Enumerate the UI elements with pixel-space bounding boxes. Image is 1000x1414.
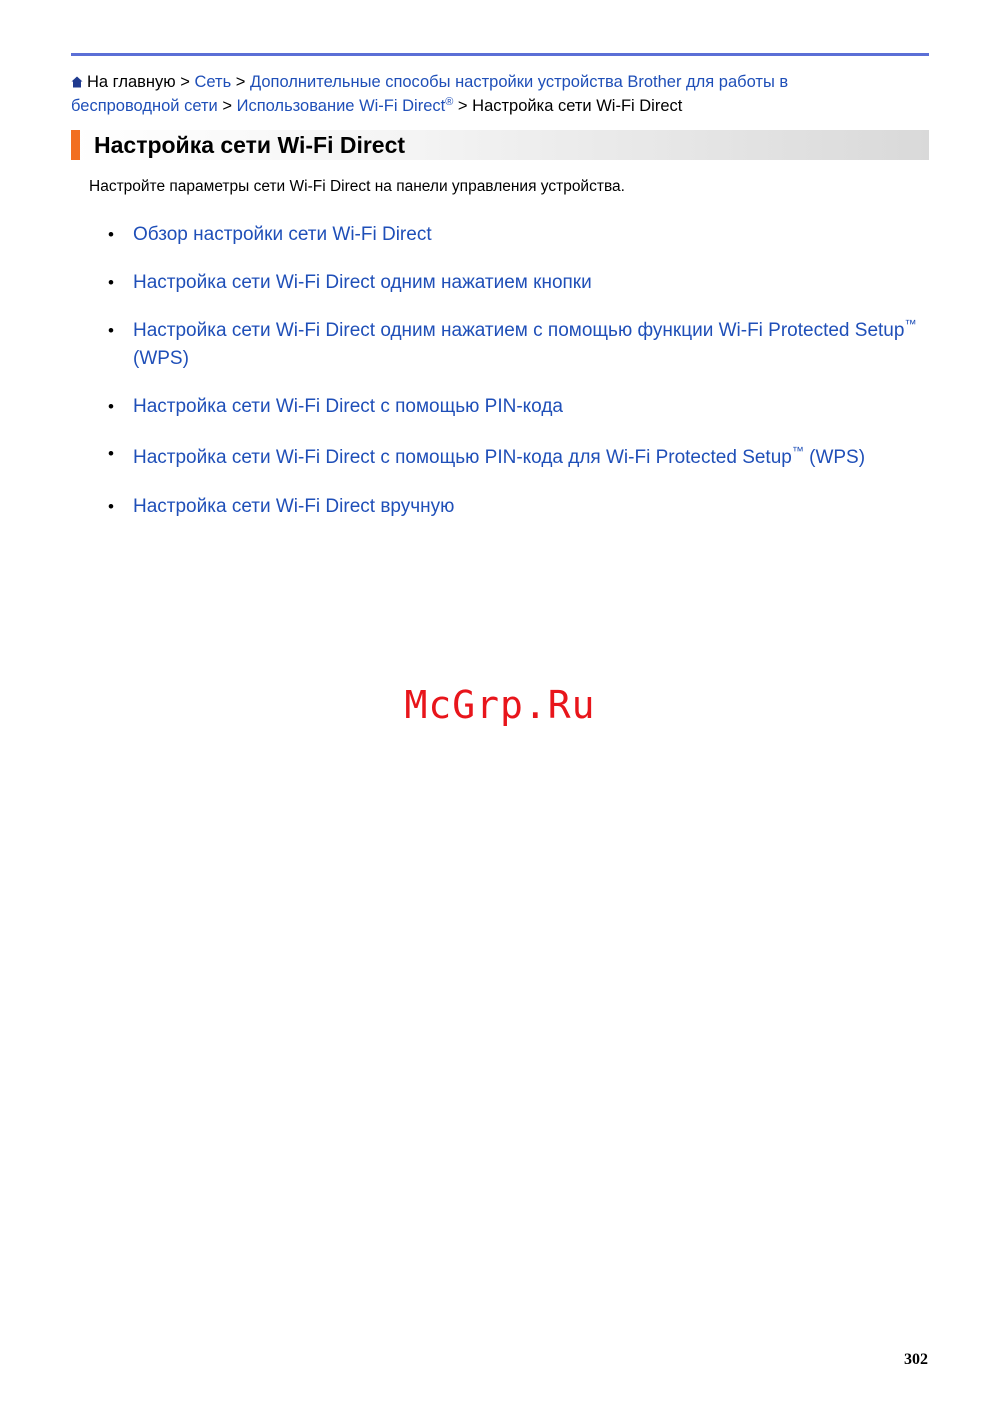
- title-accent-bar: [71, 130, 80, 160]
- bullet: •: [108, 397, 114, 416]
- link-one-push-wps-label: Настройка сети Wi-Fi Direct одним нажатием с помощью функции Wi-Fi Protected Setup: [133, 320, 905, 341]
- bullet: •: [108, 225, 114, 244]
- breadcrumb-home: На главную: [87, 73, 176, 91]
- breadcrumb-separator: >: [222, 97, 232, 115]
- breadcrumb: [71, 70, 871, 118]
- trademark-mark: ™: [791, 444, 804, 458]
- link-pin-wps[interactable]: [133, 444, 923, 472]
- breadcrumb-separator: >: [235, 73, 246, 91]
- breadcrumb-separator: >: [180, 73, 190, 91]
- link-pin[interactable]: Настройка сети Wi-Fi Direct с помощью PIN-кода: [133, 396, 563, 417]
- breadcrumb-separator: >: [457, 97, 468, 115]
- link-one-push-wps-suffix: (WPS): [133, 348, 189, 369]
- trademark-mark: ™: [904, 317, 917, 331]
- page-title-bar: [71, 130, 929, 160]
- top-rule: [71, 53, 929, 56]
- breadcrumb-link-wifi-direct-label: Использование Wi-Fi Direct: [236, 97, 446, 115]
- breadcrumb-link-advanced-wireless[interactable]: Дополнительные способы настройки устройства Brother для работы в беспроводной сети: [71, 73, 789, 115]
- bullet: •: [108, 273, 114, 292]
- intro-text: Настройте параметры сети Wi-Fi Direct на панели управления устройства.: [89, 178, 625, 195]
- breadcrumb-link-network[interactable]: Сеть: [194, 73, 232, 91]
- page-number: 302: [904, 1351, 928, 1368]
- link-one-push-wps[interactable]: [133, 317, 923, 373]
- bullet: •: [108, 321, 114, 340]
- link-one-push[interactable]: Настройка сети Wi-Fi Direct одним нажатием кнопки: [133, 272, 592, 293]
- breadcrumb-link-wifi-direct[interactable]: [237, 97, 454, 115]
- link-pin-wps-suffix: (WPS): [803, 447, 866, 468]
- link-pin-wps-label: Настройка сети Wi-Fi Direct с помощью PIN-кода для Wi-Fi Protected Setup: [133, 447, 792, 468]
- breadcrumb-current: Настройка сети Wi-Fi Direct: [472, 97, 683, 115]
- watermark: McGrp.Ru: [404, 683, 596, 727]
- link-manual[interactable]: Настройка сети Wi-Fi Direct вручную: [133, 496, 455, 517]
- page-title: Настройка сети Wi-Fi Direct: [94, 132, 406, 158]
- registered-mark: ®: [445, 96, 454, 108]
- bullet: •: [108, 444, 114, 463]
- link-overview[interactable]: Обзор настройки сети Wi-Fi Direct: [133, 224, 432, 245]
- bullet: •: [108, 497, 114, 516]
- home-icon: [71, 76, 83, 88]
